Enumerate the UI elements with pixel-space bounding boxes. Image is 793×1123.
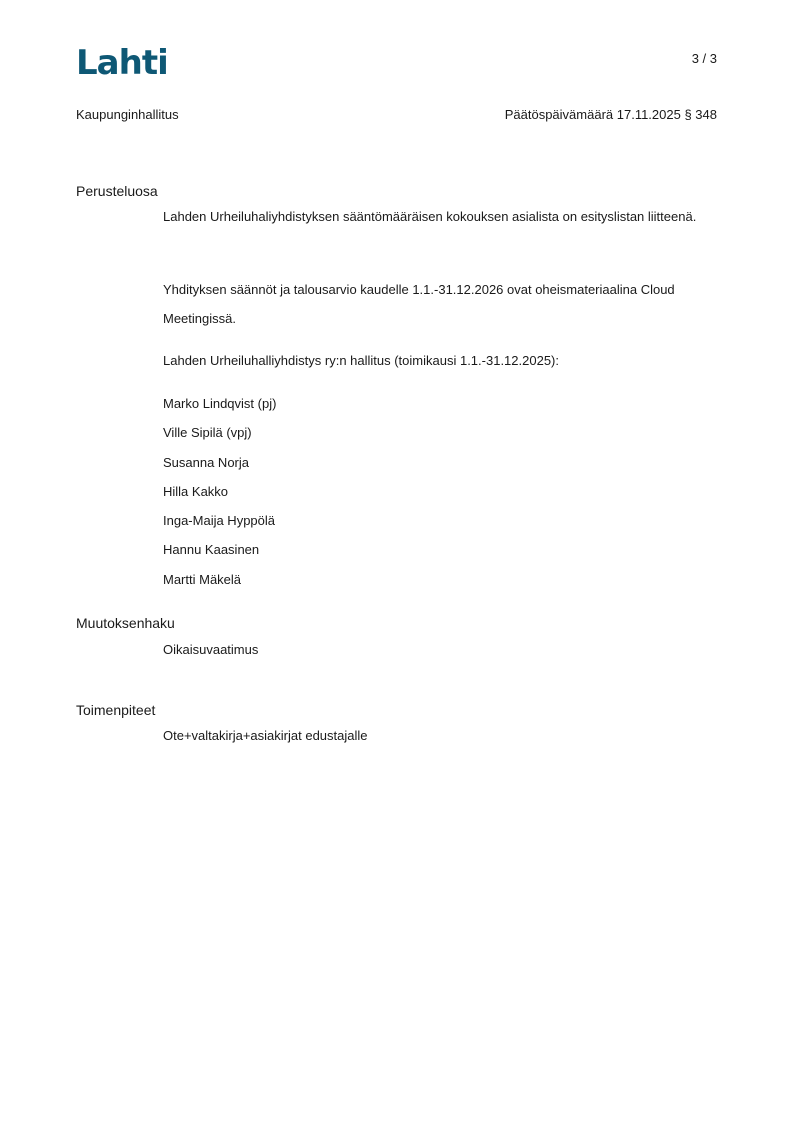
board-member: Hannu Kaasinen — [163, 542, 260, 558]
paragraph-board-intro: Lahden Urheiluhalliyhdistys ry:n hallitus (toimikausi 1.1.-31.12.2025): — [163, 353, 559, 368]
heading-perusteluosa: Perusteluosa — [76, 183, 158, 199]
board-member: Martti Mäkelä — [163, 571, 242, 587]
board-member: Hilla Kakko — [163, 483, 229, 499]
appeal-text: Oikaisuvaatimus — [163, 642, 259, 657]
board-member: Marko Lindqvist (pj) — [163, 396, 277, 411]
heading-muutoksenhaku: Muutoksenhaku — [76, 615, 175, 631]
paragraph-rules-budget: Yhdityksen säännöt ja talousarvio kaudelle 1.1.-31.12.2026 ovat oheismateriaalina Cloud Meetingissä. — [163, 282, 675, 326]
board-member: Susanna Norja — [163, 454, 249, 470]
board-member: Ville Sipilä (vpj) — [163, 425, 252, 441]
lahti-logo: Lahti — [76, 43, 168, 83]
paragraph-agenda: Lahden Urheiluhaliyhdistyksen sääntömääräisen kokouksen asialista on esityslistan liitteenä. — [163, 209, 697, 224]
decision-date: Päätöspäivämäärä 17.11.2025 § 348 — [504, 107, 717, 122]
actions-text: Ote+valtakirja+asiakirjat edustajalle — [163, 728, 368, 743]
board-member: Inga-Maija Hyppölä — [163, 513, 276, 529]
page-number: 3 / 3 — [691, 51, 717, 66]
committee-name: Kaupunginhallitus — [76, 107, 179, 122]
heading-toimenpiteet: Toimenpiteet — [76, 702, 156, 718]
board-member-list — [163, 394, 276, 599]
